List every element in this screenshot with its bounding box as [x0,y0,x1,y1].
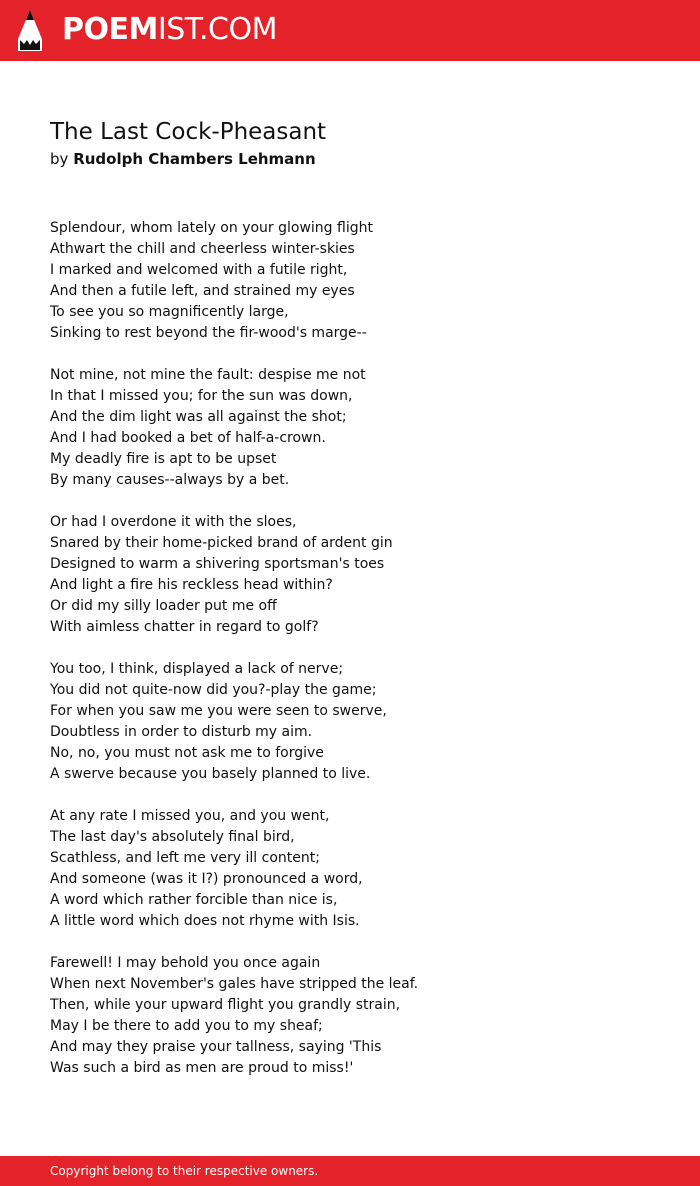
poem-line: And then a futile left, and strained my eyes [50,283,355,299]
stanza [50,365,650,491]
poem-line: Then, while your upward flight you grandly strain, [50,997,401,1013]
poem-line: And may they praise your tallness, saying 'This [50,1039,382,1055]
poem-line: In that I missed you; for the sun was down, [50,388,353,404]
byline [50,148,316,170]
poem-line: And the dim light was all against the shot; [50,409,347,425]
poem-line: You did not quite-now did you?-play the game; [50,682,377,698]
site-footer [0,1156,700,1186]
poem-line: And someone (was it I?) pronounced a word, [50,871,363,887]
poem-line: Splendour, whom lately on your glowing flight [50,220,373,236]
copyright-text: Copyright belong to their respective owners. [50,1164,319,1178]
poem-line: The last day's absolutely final bird, [50,829,295,845]
poem-line: Snared by their home-picked brand of ardent gin [50,535,393,551]
poem-line: Not mine, not mine the fault: despise me not [50,367,366,383]
stanza [50,659,650,785]
poem-line: Designed to warm a shivering sportsman's toes [50,556,385,572]
poem-line: Or did my silly loader put me off [50,598,277,614]
pencil-tip-icon[interactable] [17,9,43,52]
by-label: by [50,150,69,168]
stanza [50,806,650,932]
poem-line: A word which rather forcible than nice is, [50,892,338,908]
stanza [50,953,650,1079]
poem-line: No, no, you must not ask me to forgive [50,745,324,761]
poem-line: Or had I overdone it with the sloes, [50,514,297,530]
poem-body [50,218,650,1100]
poem-line: You too, I think, displayed a lack of nerve; [50,661,344,677]
poem-line: For when you saw me you were seen to swerve, [50,703,387,719]
poem-line: Was such a bird as men are proud to miss!' [50,1060,354,1076]
poem-line: To see you so magnificently large, [50,304,289,320]
poem-line: Sinking to rest beyond the fir-wood's marge-- [50,325,367,341]
stanza [50,512,650,638]
poem-line: And light a fire his reckless head within? [50,577,333,593]
poem-line: A little word which does not rhyme with Isis. [50,913,360,929]
poem-line: By many causes--always by a bet. [50,472,290,488]
poem-line: With aimless chatter in regard to golf? [50,619,319,635]
author-name: Rudolph Chambers Lehmann [73,150,316,168]
poem-line: Scathless, and left me very ill content; [50,850,320,866]
logo-light-text: IST.COM [157,12,277,47]
poem-line: At any rate I missed you, and you went, [50,808,330,824]
poem-line: Doubtless in order to disturb my aim. [50,724,313,740]
logo-bold-text: POEM [62,12,158,47]
poem-line: My deadly fire is apt to be upset [50,451,277,467]
poem-line: Farewell! I may behold you once again [50,955,321,971]
poem-line: A swerve because you basely planned to live. [50,766,371,782]
poem-line: When next November's gales have stripped the leaf. [50,976,419,992]
site-header [0,0,700,61]
stanza [50,218,650,344]
site-logo[interactable] [62,12,277,48]
poem-line: May I be there to add you to my sheaf; [50,1018,323,1034]
poem-line: Athwart the chill and cheerless winter-skies [50,241,355,257]
poem-line: And I had booked a bet of half-a-crown. [50,430,326,446]
poem-line: I marked and welcomed with a futile right, [50,262,348,278]
poem-title: The Last Cock-Pheasant [50,119,327,145]
